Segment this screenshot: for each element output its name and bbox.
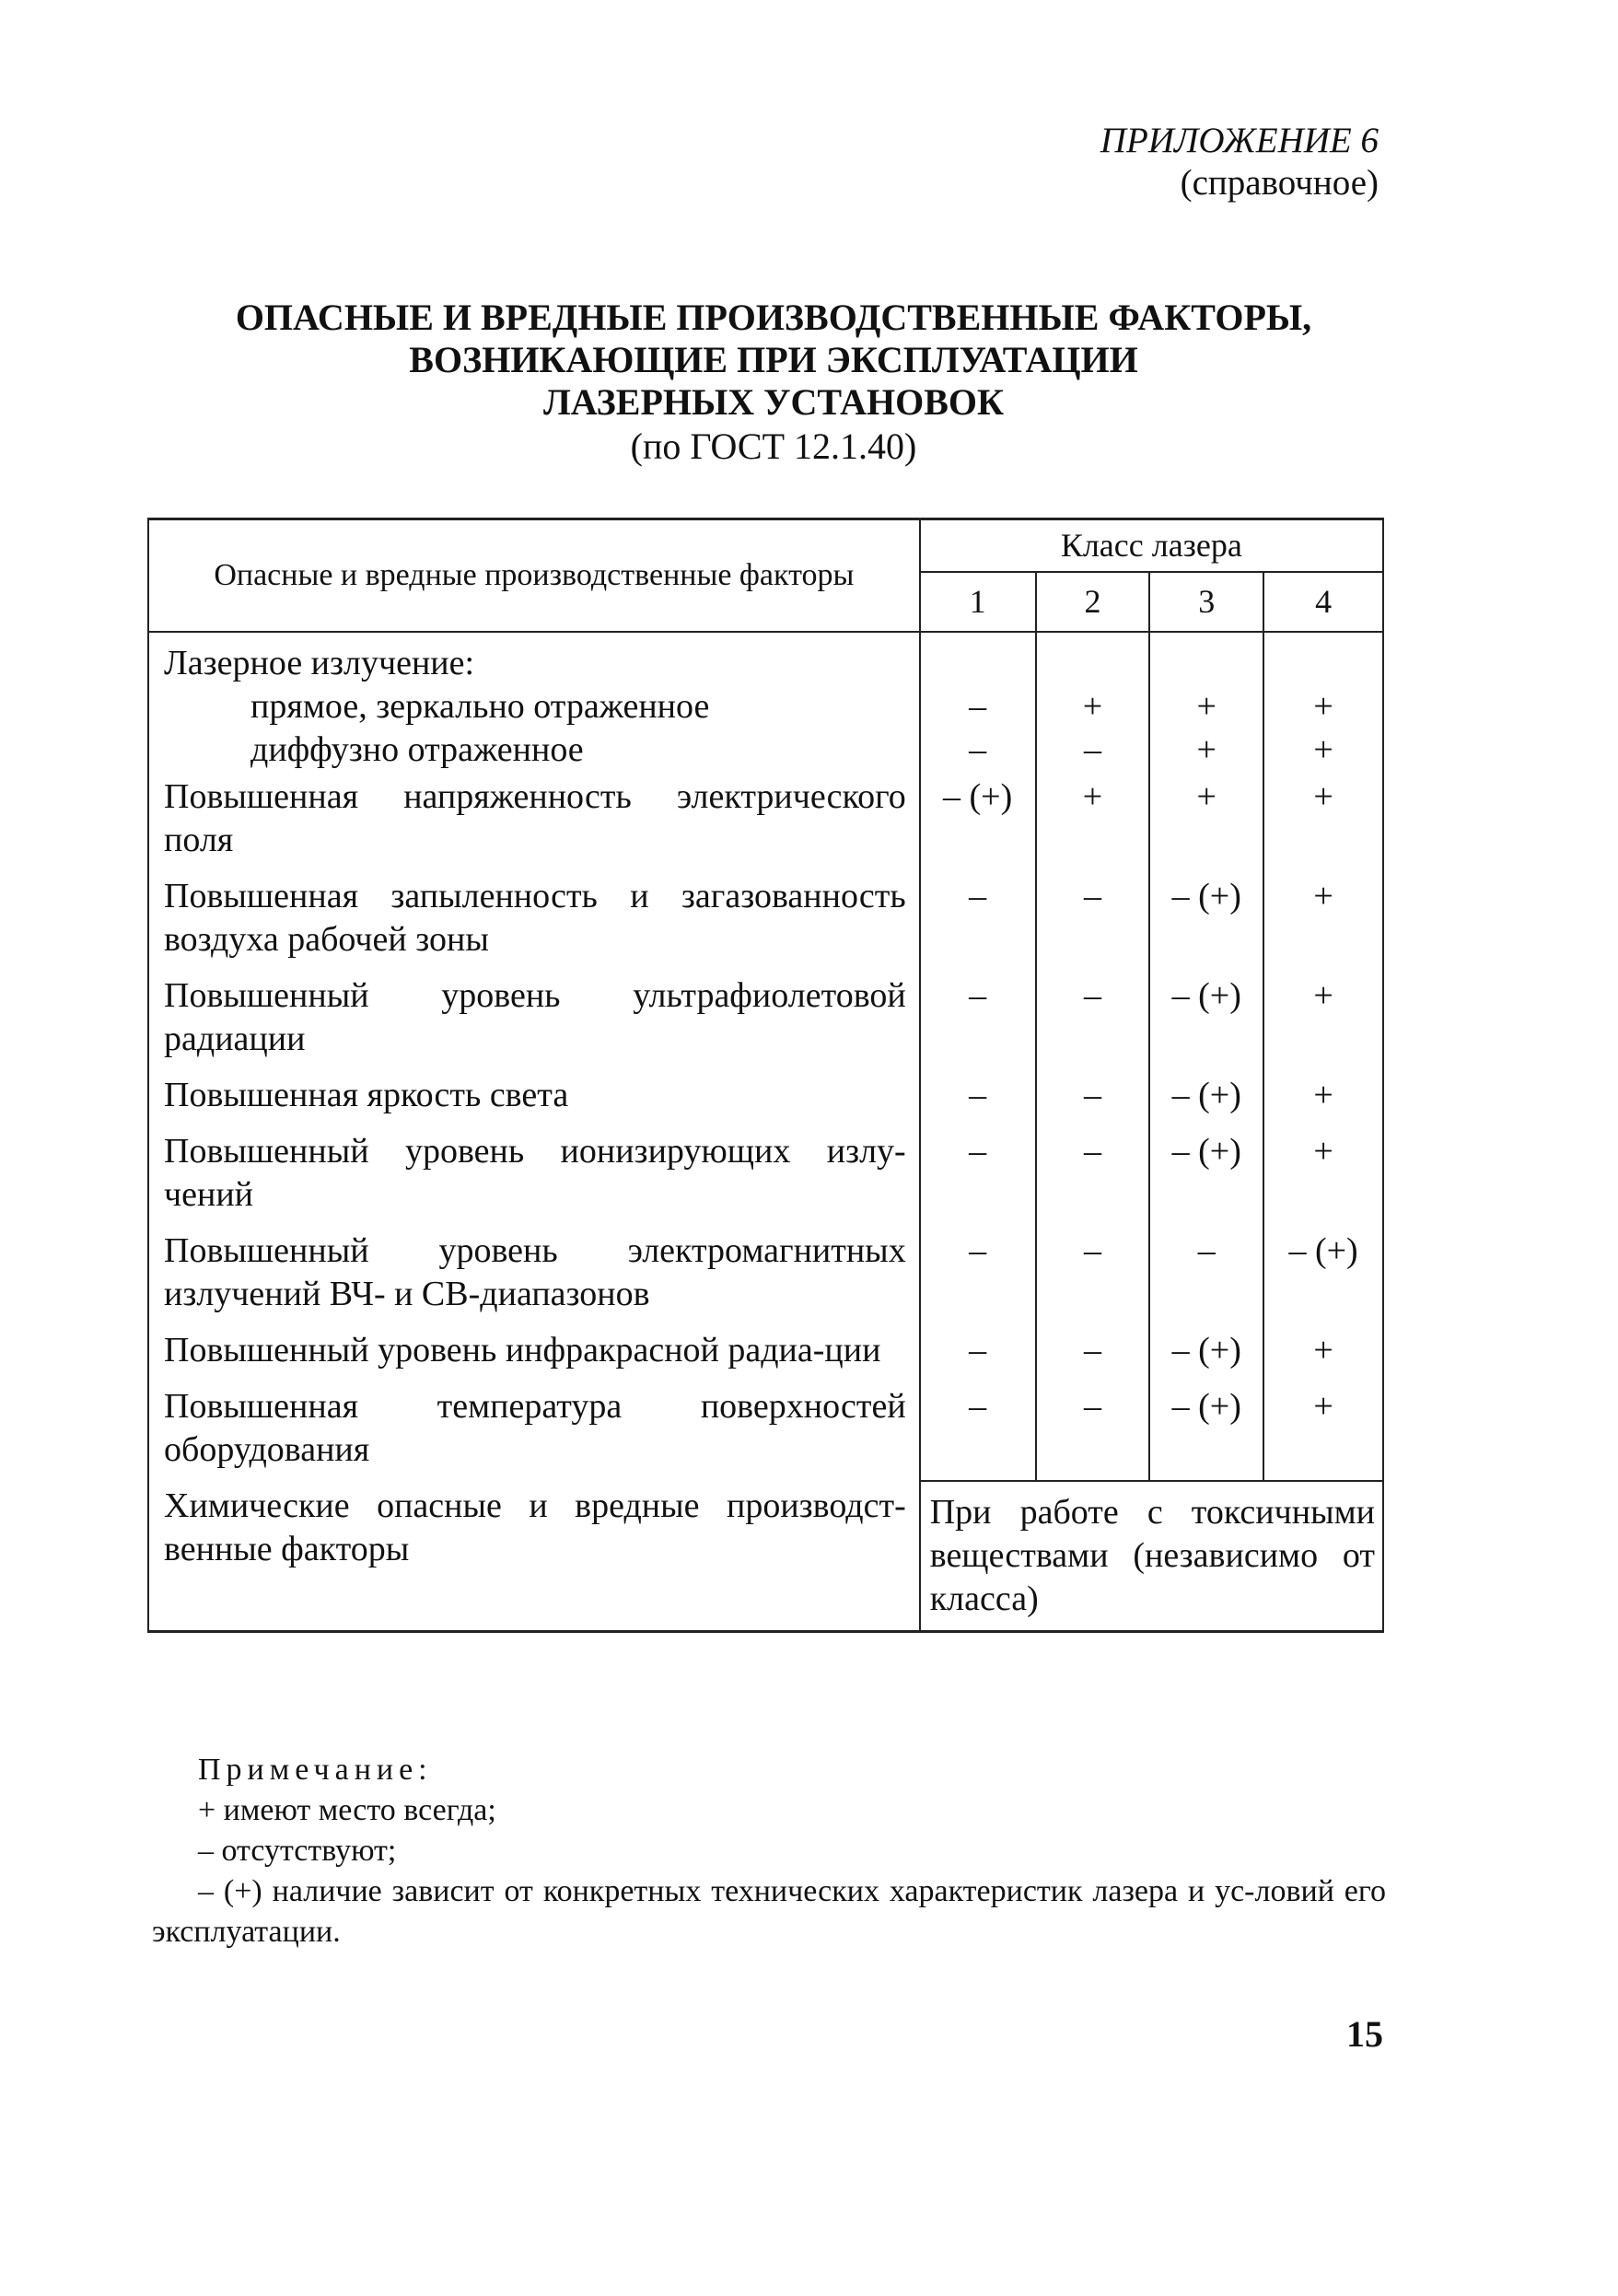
value-class-3: – (+) — [1149, 1070, 1263, 1126]
table-row — [148, 971, 1383, 1070]
value-class-2: – — [1036, 871, 1150, 971]
value-class-4: + — [1263, 1381, 1383, 1481]
value-class-3: – (+) — [1149, 871, 1263, 971]
value-class-2: – — [1036, 971, 1150, 1070]
table-row-chemical — [148, 1481, 1383, 1632]
note-line-absent: – отсутствуют; — [198, 1834, 397, 1868]
table-row — [148, 871, 1383, 971]
factor-name: Повышенный уровень ионизирующих излу-чений — [148, 1126, 920, 1226]
title-line-2: ВОЗНИКАЮЩИЕ ПРИ ЭКСПЛУАТАЦИИ — [409, 339, 1138, 380]
header-class-4: 4 — [1263, 572, 1383, 632]
factor-name: Повышенная температура поверхностей оборудования — [148, 1381, 920, 1481]
table-note — [152, 1750, 1386, 1952]
note-line-depends-text: – (+) наличие зависит от конкретных технических характеристик лазера и ус-ловий его эксплуатации. — [152, 1874, 1386, 1949]
note-line-depends — [152, 1871, 1386, 1952]
value-class-2: – — [1036, 1226, 1150, 1325]
table-row-group — [148, 632, 1383, 685]
factor-name: Повышенная яркость света — [148, 1070, 920, 1126]
value-class-3: – (+) — [1149, 1126, 1263, 1226]
chemical-factor-name: Химические опасные и вредные производст-венные факторы — [148, 1481, 920, 1632]
header-laser-class: Класс лазера — [920, 519, 1383, 573]
note-title: Примечание: — [198, 1753, 433, 1787]
factor-name: диффузно отраженное — [148, 728, 920, 772]
factor-name: Повышенный уровень электромагнитных излучений ВЧ- и СВ-диапазонов — [148, 1226, 920, 1325]
chemical-factor-value: При работе с токсичными веществами (независимо от класса) — [920, 1481, 1383, 1632]
value-class-4: + — [1263, 871, 1383, 971]
page-number: 15 — [1346, 2013, 1383, 2055]
value-class-3: – (+) — [1149, 971, 1263, 1070]
factor-name: прямое, зеркально отраженное — [148, 685, 920, 728]
value-class-4: + — [1263, 728, 1383, 772]
table-row — [148, 1381, 1383, 1481]
factor-name: Повышенная запыленность и загазованность воздуха рабочей зоны — [148, 871, 920, 971]
table-row — [148, 1070, 1383, 1126]
value-class-2: – — [1036, 1126, 1150, 1226]
header-class-2: 2 — [1036, 572, 1150, 632]
header-class-1: 1 — [920, 572, 1036, 632]
value-class-4: + — [1263, 1126, 1383, 1226]
table-row — [148, 772, 1383, 871]
annex-number: ПРИЛОЖЕНИЕ 6 — [1100, 121, 1379, 160]
header-factors: Опасные и вредные производственные факторы — [148, 519, 920, 633]
value-class-2: – — [1036, 1070, 1150, 1126]
header-class-3: 3 — [1149, 572, 1263, 632]
annex-heading — [1100, 120, 1379, 204]
value-class-1: – — [920, 1226, 1036, 1325]
value-class-1: – — [920, 685, 1036, 728]
value-class-2: – — [1036, 1381, 1150, 1481]
title-line-3: ЛАЗЕРНЫХ УСТАНОВОК — [542, 381, 1005, 423]
value-class-1: – (+) — [920, 772, 1036, 871]
value-class-2: + — [1036, 685, 1150, 728]
value-class-4: + — [1263, 1325, 1383, 1381]
factor-name: Повышенный уровень ультрафиолетовой радиации — [148, 971, 920, 1070]
note-line-always: + имеют место всегда; — [198, 1793, 496, 1827]
value-class-1: – — [920, 1325, 1036, 1381]
value-class-3: – (+) — [1149, 1325, 1263, 1381]
value-class-4: + — [1263, 772, 1383, 871]
value-class-1: – — [920, 871, 1036, 971]
table-row — [148, 685, 1383, 728]
title-standard-ref: (по ГОСТ 12.1.40) — [630, 425, 917, 467]
value-class-1: – — [920, 1070, 1036, 1126]
value-class-2: + — [1036, 772, 1150, 871]
value-class-2: – — [1036, 728, 1150, 772]
group-label: Лазерное излучение: — [148, 632, 920, 685]
factor-name: Повышенный уровень инфракрасной радиа-ции — [148, 1325, 920, 1381]
value-class-4: + — [1263, 1070, 1383, 1126]
value-class-1: – — [920, 1126, 1036, 1226]
value-class-3: – (+) — [1149, 1381, 1263, 1481]
table-row — [148, 1126, 1383, 1226]
value-class-3: – — [1149, 1226, 1263, 1325]
value-class-3: + — [1149, 685, 1263, 728]
value-class-1: – — [920, 728, 1036, 772]
value-class-4: + — [1263, 685, 1383, 728]
value-class-4: – (+) — [1263, 1226, 1383, 1325]
value-class-1: – — [920, 1381, 1036, 1481]
document-title — [147, 297, 1400, 468]
table-row — [148, 728, 1383, 772]
title-line-1: ОПАСНЫЕ И ВРЕДНЫЕ ПРОИЗВОДСТВЕННЫЕ ФАКТОРЫ, — [235, 297, 1312, 338]
value-class-1: – — [920, 971, 1036, 1070]
annex-type: (справочное) — [1180, 163, 1379, 203]
value-class-4: + — [1263, 971, 1383, 1070]
factor-name: Повышенная напряженность электрического поля — [148, 772, 920, 871]
table-row — [148, 1325, 1383, 1381]
table-row — [148, 1226, 1383, 1325]
value-class-3: + — [1149, 728, 1263, 772]
value-class-3: + — [1149, 772, 1263, 871]
factors-table — [147, 518, 1384, 1633]
value-class-2: – — [1036, 1325, 1150, 1381]
